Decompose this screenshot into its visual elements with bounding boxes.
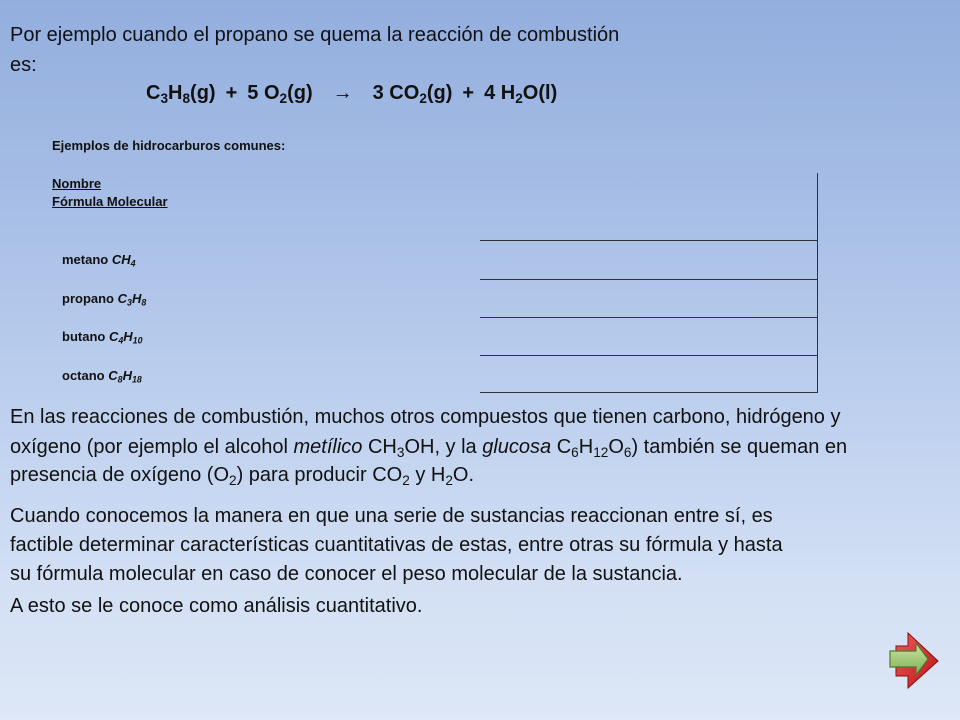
table-row: octano $C_8H_{18}$ (62, 368, 142, 385)
table-divider (480, 392, 818, 393)
para1-line-1: En las reacciones de combustión, muchos otros compuestos que tienen carbono, hidrógeno y (10, 406, 841, 428)
table-divider (480, 279, 818, 280)
table-divider (480, 355, 818, 356)
table-vertical-divider (817, 173, 818, 393)
next-slide-button[interactable] (888, 631, 940, 689)
header-formula: Fórmula Molecular (52, 194, 168, 209)
table-divider (480, 317, 818, 318)
table-row: butano $C_4H_{10}$ (62, 329, 143, 346)
table-row: metano $CH_4$ (62, 252, 136, 269)
para1-line-2: oxígeno (por ejemplo el alcohol metílico $CH_3OH$, y la glucosa $C_6H_{12}O_6$) también se queman en (10, 436, 848, 460)
combustion-equation: $C_3H_8(g) + 5$ $O_2(g) \to 3$ $CO_2(g) + 4$ $H_2O(l)$ (146, 82, 558, 106)
para2-line-2: factible determinar características cuantitativas de estas, entre otras su fórmula y hasta (10, 534, 783, 556)
intro-line-1: Por ejemplo cuando el propano se quema la reacción de combustión (10, 24, 620, 46)
table-header (52, 175, 168, 211)
table-divider (480, 240, 818, 241)
next-arrow-icon (888, 631, 940, 689)
intro-line-2: es: (10, 54, 37, 76)
para2-line-1: Cuando conocemos la manera en que una serie de sustancias reaccionan entre sí, es (10, 505, 773, 527)
header-name: Nombre (52, 176, 102, 191)
table-caption: Ejemplos de hidrocarburos comunes: (52, 138, 286, 153)
para2-line-3: su fórmula molecular en caso de conocer el peso molecular de la sustancia. (10, 563, 683, 585)
para2-line-4: A esto se le conoce como análisis cuantitativo. (10, 595, 423, 617)
para1-line-3: presencia de oxígeno $(O_2)$ para producir $CO_2$ y $H_2O$. (10, 464, 475, 488)
table-row: propano $C_3H_8$ (62, 291, 147, 308)
